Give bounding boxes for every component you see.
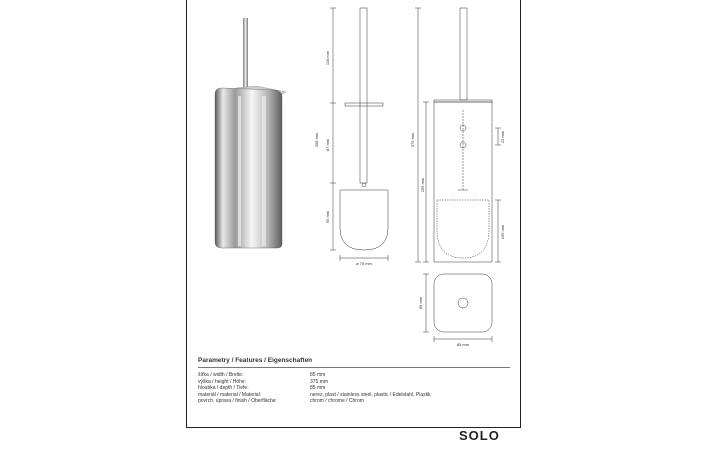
section-lid [434,100,492,102]
section-title: Parametry / Features / Eigenschaften [198,357,313,364]
dim-308-label: 308 mm [314,132,319,148]
dim-375-label: 375 mm [410,132,415,148]
spec-label: šířka / width / Breite: [198,372,244,378]
section-cup [437,200,489,258]
spec-row-depth [198,385,431,392]
reflection-highlight [238,96,241,246]
spec-value: chrom / chrome / Chrom [310,398,364,405]
brush-head [340,190,388,250]
product-name: SOLO [459,428,500,443]
holder-section-drawing [415,8,501,262]
dim-diameter-label: ø 75 mm [356,261,372,266]
spec-value: 375 mm [310,378,329,385]
specs-table [198,372,431,405]
reflection-highlight [262,96,266,246]
dim-85-height-label: 85 mm [418,296,423,310]
spec-label: hloubka / depth / Tiefe: [198,385,249,392]
brush-handle [360,8,367,183]
spec-row-height [198,379,431,386]
title-divider [198,367,510,368]
dim-95-label: 95 mm [325,210,330,224]
spec-label: povrch. úprava / finish / Oberfläche: [198,398,277,405]
spec-label: výška / height / Höhe: [198,378,247,385]
spec-row-finish [198,398,431,405]
product-photo [215,18,286,248]
brush-joint [362,183,366,187]
dim-87-label: 87 mm [325,138,330,152]
section-handle [460,8,467,100]
spec-value: 85 mm [310,385,326,392]
handle-rod [243,18,248,90]
top-view-hole [458,298,468,308]
spec-value: 85 mm [310,372,326,378]
spec-label: materiál / material / Material: [198,391,262,398]
top-view-drawing [423,274,492,342]
brush-drawing [330,8,388,261]
spec-value: nerez, plast / stainless steel, plastic / Edelstahl, Plastik [310,391,431,398]
dim-255-label: 255 mm [420,177,425,193]
brush-lid [345,103,383,106]
holder-body [215,88,282,248]
dim-118-label: 118 mm [325,50,330,66]
top-view-outline [434,274,492,332]
dim-22-label: 22 mm [500,130,505,144]
spec-row-width [198,372,431,379]
dim-85-width-label: 85 mm [456,342,470,347]
spec-row-material [198,392,431,399]
dim-195-label: 195 mm [500,224,505,240]
